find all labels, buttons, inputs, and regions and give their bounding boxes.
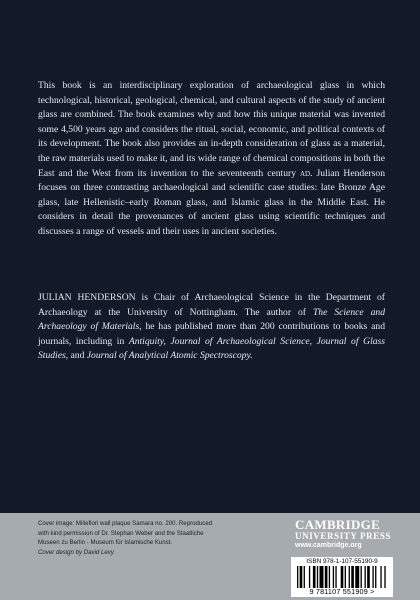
barcode-bar bbox=[367, 566, 370, 588]
barcode-bar bbox=[365, 566, 366, 588]
cover-image-credit-line3: Museen zu Berlin - Museum für Islamische Kunst. bbox=[38, 539, 173, 547]
barcode-bar bbox=[309, 566, 310, 588]
barcode-digits: 9 781107 551909 > bbox=[309, 587, 375, 596]
barcode-bar bbox=[325, 566, 328, 588]
cover-image-credit-line1: Cover image: Millefiori wall plaque Samara no. 200. Reproduced bbox=[38, 520, 213, 527]
barcode-bar bbox=[313, 566, 316, 588]
bio-part3: and bbox=[68, 350, 87, 362]
barcode-bar bbox=[351, 566, 354, 588]
barcode-bar bbox=[380, 566, 381, 588]
barcode-bar bbox=[304, 566, 305, 588]
cover-credits bbox=[38, 519, 268, 557]
barcode-bar bbox=[345, 566, 346, 588]
barcode-bar bbox=[361, 566, 362, 588]
author-bio bbox=[38, 291, 385, 364]
isbn-label: ISBN 978-1-107-55190-9 bbox=[306, 558, 378, 565]
barcode-bar bbox=[372, 566, 373, 588]
barcode-bar bbox=[297, 566, 298, 588]
barcode-bar bbox=[300, 566, 303, 588]
barcode-bar bbox=[375, 566, 376, 588]
cover-design-credit: Cover design by David Levy bbox=[38, 548, 114, 556]
publisher-name: CAMBRIDGE bbox=[295, 517, 381, 532]
barcode-bar bbox=[333, 566, 334, 588]
barcode-bar bbox=[317, 566, 318, 588]
cover-image-credit-line2: with kind permission of Dr. Stephan Weber and the Staatliche bbox=[38, 529, 204, 537]
author-name: JULIAN HENDERSON bbox=[38, 292, 136, 303]
publisher-subtitle: UNIVERSITY PRESS bbox=[295, 531, 392, 541]
bio-part2: he has published more than 200 contributions to books and journals, including in bbox=[38, 321, 385, 347]
blurb-text-part1: This book is an interdisciplinary exploration of archaeological glass in which technological, historical, geological, chemical, and cultural aspects of the study of ancient glass are combined. The book examines why and how this unique material was invented some 4,500 years ago and considers the ritual, social, economic, and political contexts of its development. The book also provides an in-depth consideration of glass as a material, the raw materials used to make it, and its wide range of chemical compositions in both the East and the West from its invention to the seventeenth century bbox=[38, 80, 385, 179]
publisher-url: www.cambridge.org bbox=[295, 542, 362, 549]
bio-journals-2: Journal of Analytical Atomic Spectroscopy. bbox=[86, 350, 253, 362]
barcode-bar bbox=[335, 566, 336, 588]
barcode-bar bbox=[355, 566, 359, 588]
bio-part1: is Chair of Archaeological Science in the Department of Archaeology at the University of Nottingham. The author of bbox=[38, 292, 385, 318]
blurb-text-part2: . Julian Henderson focuses on three contrasting archaeological and scientific case studies: late Bronze Age glass, late Hellenistic–early Roman glass, and Islamic glass in the Middle East. He considers in detail the provenances of ancient glass using scientific techniques and discusses a range of vessels and their uses in ancient societies. bbox=[38, 167, 385, 237]
publisher-logo bbox=[295, 518, 393, 550]
book-blurb bbox=[38, 79, 385, 240]
bio-book-title: The Science and Archaeology of Materials, bbox=[38, 306, 385, 333]
blurb-era-ad: ad bbox=[300, 167, 311, 179]
barcode-icon bbox=[297, 566, 387, 588]
footer-band bbox=[0, 513, 420, 600]
barcode-bar bbox=[341, 566, 344, 588]
isbn-barcode-box bbox=[291, 557, 393, 597]
barcode-bar bbox=[329, 566, 330, 588]
barcode-bar bbox=[384, 566, 385, 588]
bio-journals-1: Antiquity, Journal of Archaeological Science, Journal of Glass Studies, bbox=[38, 335, 385, 362]
barcode-bar bbox=[349, 566, 350, 588]
barcode-bar bbox=[320, 566, 324, 588]
